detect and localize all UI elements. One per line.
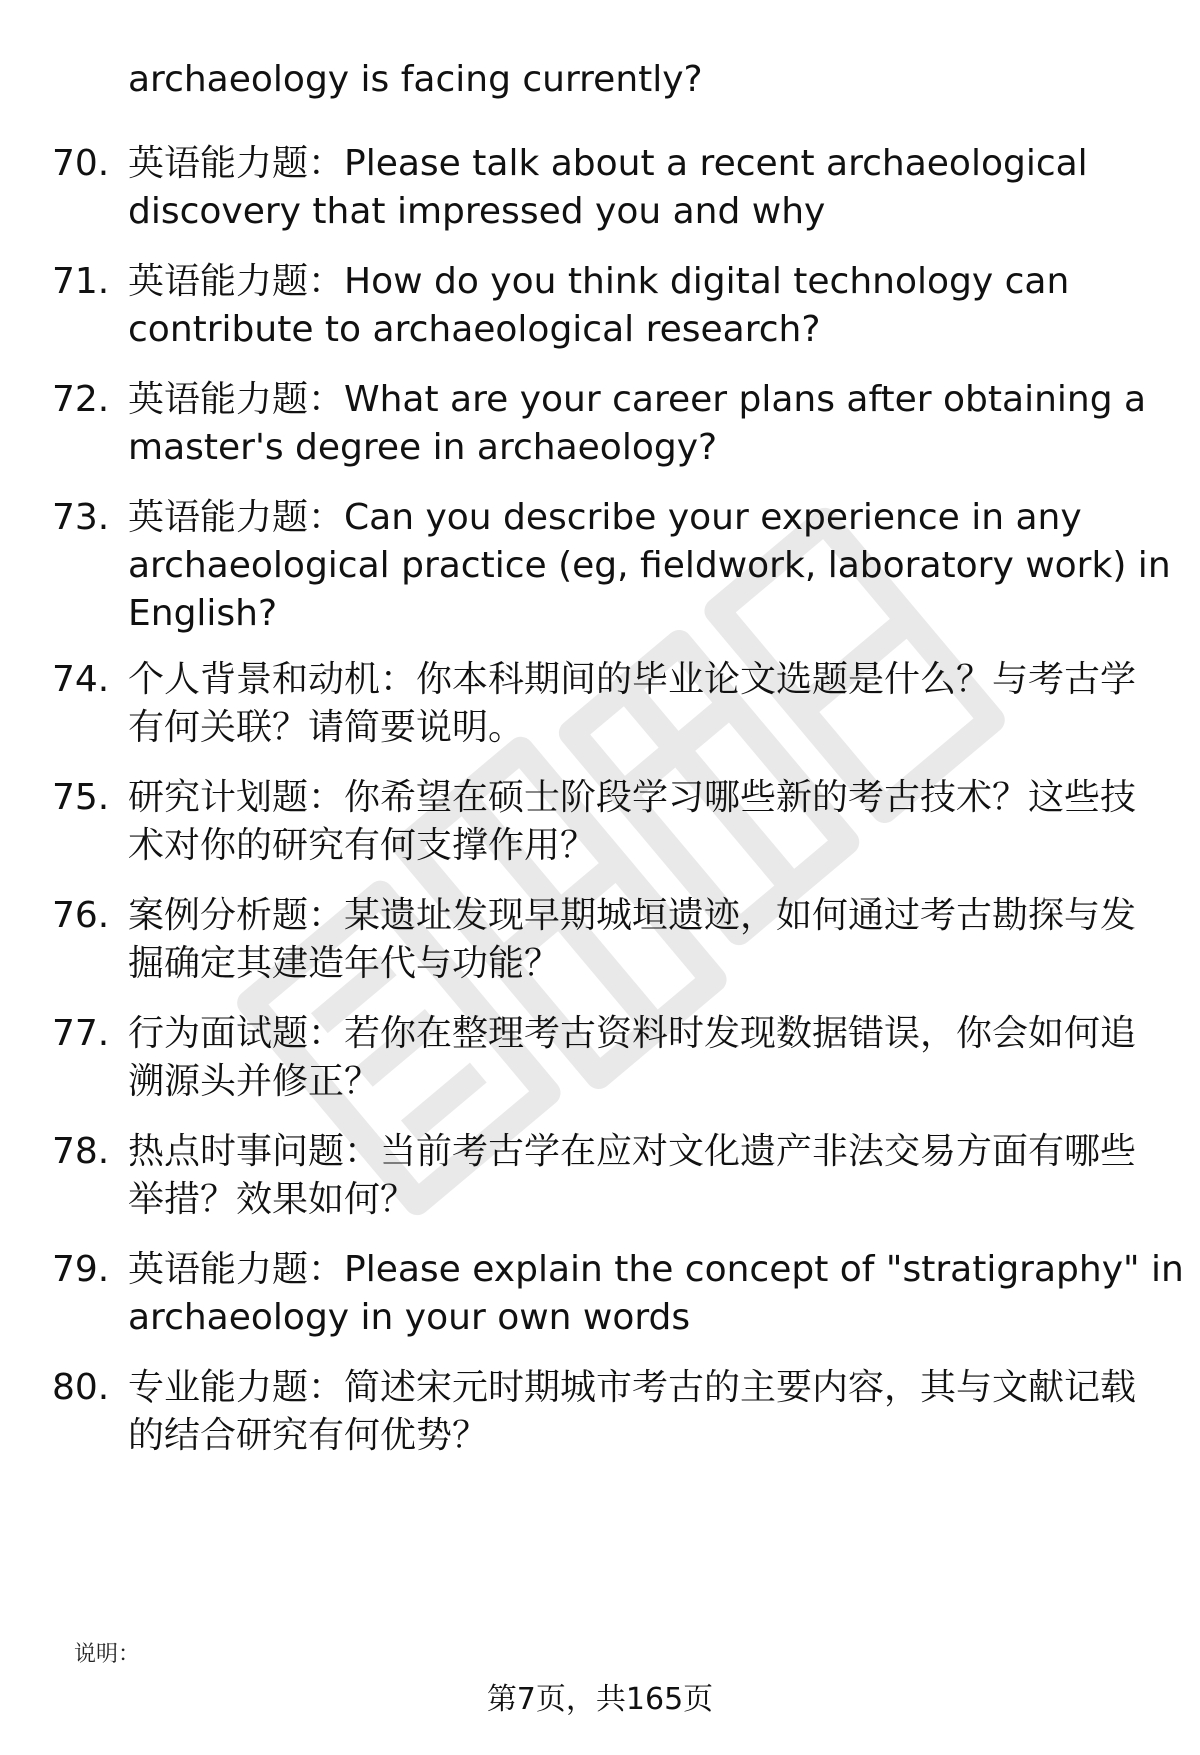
question-number: 78. — [52, 1131, 110, 1172]
question-text — [128, 1246, 1184, 1342]
question-line: 掘确定其建造年代与功能？ — [128, 943, 561, 984]
question-number: 80. — [52, 1367, 110, 1408]
question-number: 77. — [52, 1013, 110, 1054]
question-line: 术对你的研究有何支撑作用？ — [128, 825, 597, 866]
question-text — [128, 1010, 1148, 1106]
question-line: 英语能力题：How do you think digital technology can — [128, 261, 1070, 302]
question-text — [128, 1364, 1148, 1460]
question-number: 74. — [52, 659, 110, 700]
question-line: archaeology in your own words — [128, 1297, 691, 1338]
question-line: 英语能力题：Please talk about a recent archaeological — [128, 143, 1088, 184]
question-number: 70. — [52, 143, 110, 184]
question-number: 76. — [52, 895, 110, 936]
question-line: 英语能力题：What are your career plans after obtaining a — [128, 379, 1147, 420]
question-line: 举措？效果如何？ — [128, 1179, 417, 1220]
question-line: 研究计划题：你希望在硕士阶段学习哪些新的考古技术？这些技 — [128, 777, 1137, 818]
question-text — [128, 1128, 1148, 1224]
question-line: master's degree in archaeology? — [128, 427, 718, 468]
question-text — [128, 140, 1148, 236]
question-number: 71. — [52, 261, 110, 302]
question-line: 溯源头并修正？ — [128, 1061, 381, 1102]
continuation-text: archaeology is facing currently? — [128, 59, 703, 100]
question-text — [128, 258, 1148, 354]
question-number: 75. — [52, 777, 110, 818]
question-number: 79. — [52, 1249, 110, 1290]
question-line: 案例分析题：某遗址发现早期城垣遗迹，如何通过考古勘探与发 — [128, 895, 1137, 936]
question-number: 73. — [52, 497, 110, 538]
question-text — [128, 774, 1148, 870]
question-line: 专业能力题：简述宋元时期城市考古的主要内容，其与文献记载 — [128, 1367, 1137, 1408]
question-text — [128, 656, 1148, 752]
note-label: 说明： — [74, 1642, 141, 1667]
question-line: archaeological practice (eg, fieldwork, laboratory work) in — [128, 545, 1171, 586]
question-text — [128, 892, 1148, 988]
question-line: 个人背景和动机：你本科期间的毕业论文选题是什么？与考古学 — [128, 659, 1137, 700]
question-text — [128, 494, 1171, 638]
question-line: contribute to archaeological research? — [128, 309, 821, 350]
question-line: English? — [128, 593, 278, 634]
question-line: 热点时事问题：当前考古学在应对文化遗产非法交易方面有哪些 — [128, 1131, 1137, 1172]
question-line: 有何关联？请简要说明。 — [128, 707, 525, 748]
question-line: 英语能力题：Please explain the concept of "stratigraphy" in — [128, 1249, 1184, 1290]
question-line: 行为面试题：若你在整理考古资料时发现数据错误，你会如何追 — [128, 1013, 1137, 1054]
question-line: 英语能力题：Can you describe your experience in any — [128, 497, 1082, 538]
question-line: 的结合研究有何优势？ — [128, 1415, 489, 1456]
question-line: discovery that impressed you and why — [128, 191, 826, 232]
question-text — [128, 376, 1148, 472]
page-number-footer: 第7页，共165页 — [486, 1682, 714, 1717]
question-number: 72. — [52, 379, 110, 420]
